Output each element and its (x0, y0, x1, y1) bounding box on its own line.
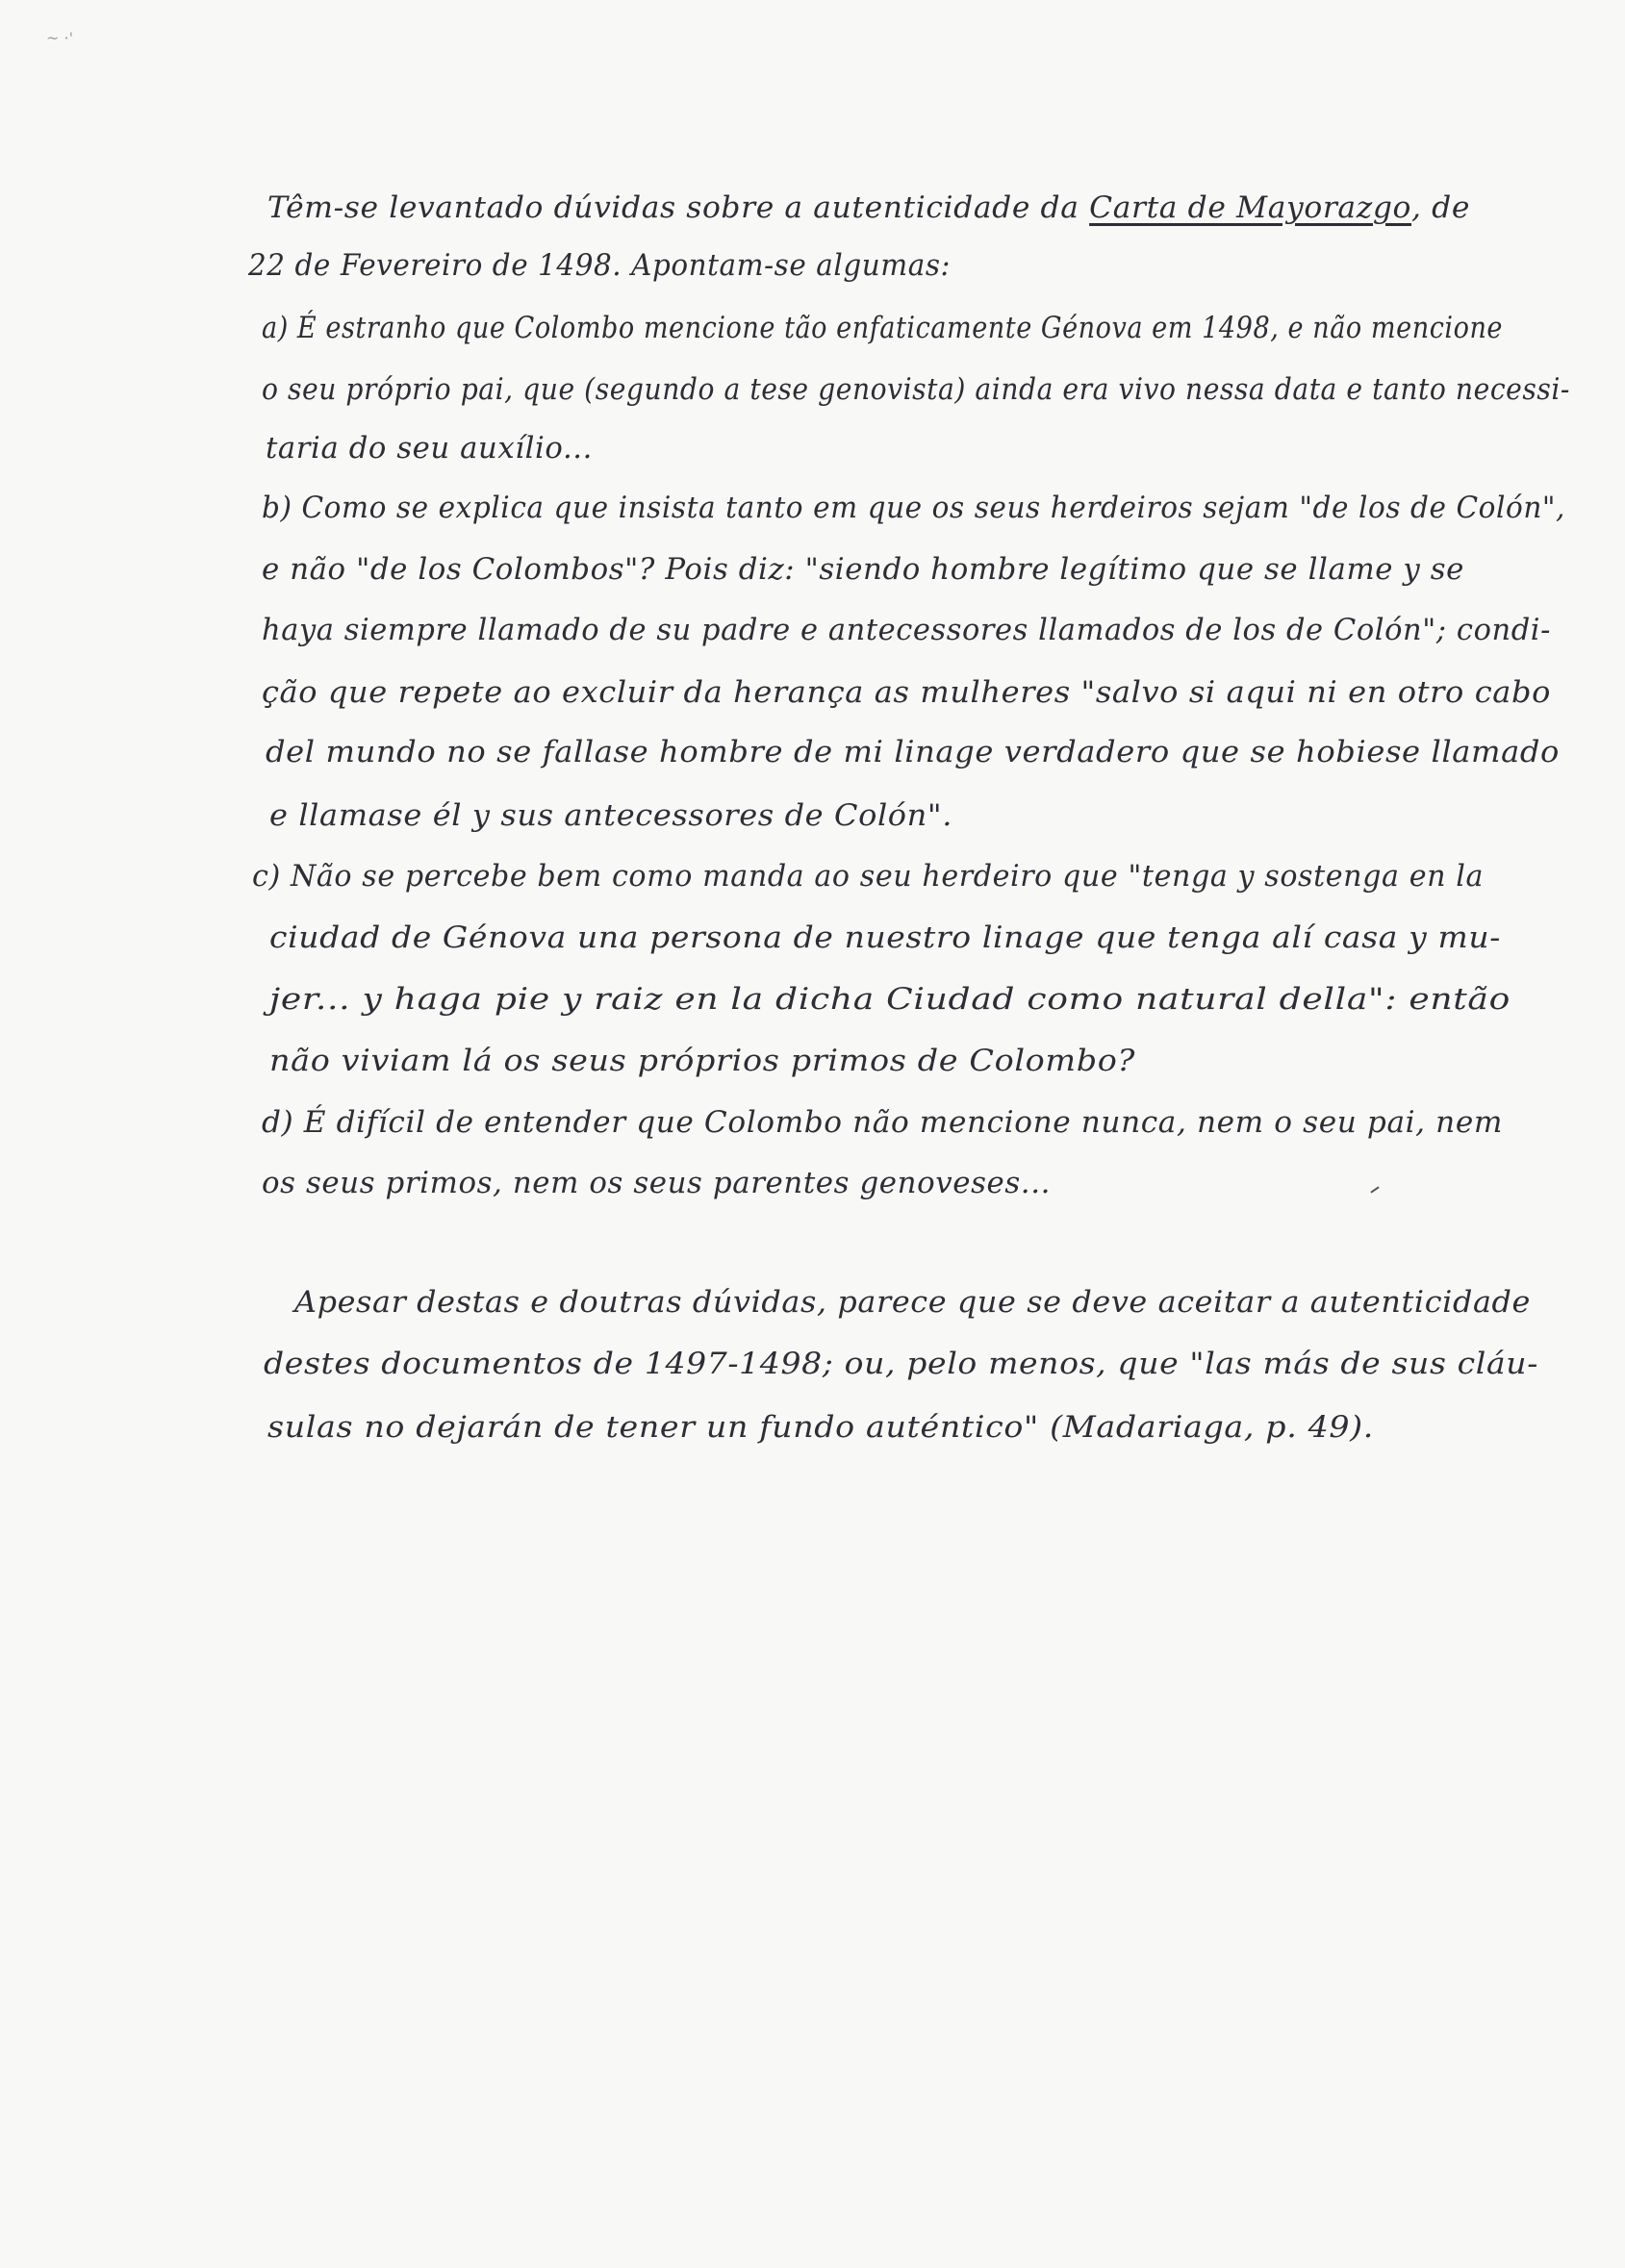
underlined-title: Carta de Mayorazgo (1089, 190, 1412, 225)
text-line (264, 1347, 1538, 1381)
text-segment: Têm-se levantado dúvidas sobre a autenticidade da (267, 190, 1090, 225)
text-segment: a) É estranho que Colombo mencione tão enfaticamente Génova em 1498, e não mencione (262, 311, 1503, 345)
text-segment: o seu próprio pai, que (segundo a tese genovista) ainda era vivo nessa data e tanto necessi- (262, 372, 1570, 407)
text-line (262, 1105, 1503, 1140)
text-line (269, 1044, 1135, 1078)
text-segment: del mundo no se fallase hombre de mi linage verdadero que se hobiese llamado (266, 735, 1561, 769)
corner-mark: ~ ·' (46, 29, 73, 47)
text-segment: d) É difícil de entender que Colombo não mencione nunca, nem o seu pai, nem (262, 1105, 1504, 1140)
text-segment: sulas no dejarán de tener un fundo auténtico" (Madariaga, p. 49). (267, 1410, 1374, 1445)
text-line (269, 982, 1511, 1017)
text-line (269, 920, 1501, 955)
text-line (267, 190, 1470, 225)
text-line (266, 735, 1560, 769)
text-segment: ciudad de Génova una persona de nuestro linage que tenga alí casa y mu- (269, 920, 1501, 955)
text-line (262, 491, 1565, 525)
text-line (267, 1410, 1374, 1445)
text-line (262, 372, 1570, 407)
text-line (269, 798, 952, 833)
text-segment: c) Não se percebe bem como manda ao seu herdeiro que "tenga y sostenga en la (252, 859, 1484, 894)
text-segment: 22 de Fevereiro de 1498. Apontam-se algumas: (248, 248, 951, 283)
text-line (262, 552, 1464, 587)
text-segment: haya siempre llamado de su padre e antecessores llamados de los de Colón"; condi- (262, 613, 1551, 647)
stray-pen-mark (1370, 1186, 1379, 1193)
text-line (252, 859, 1484, 894)
text-segment: destes documentos de 1497-1498; ou, pelo menos, que "las más de sus cláu- (264, 1347, 1538, 1381)
text-segment: , de (1411, 190, 1470, 225)
text-segment: e llamase él y sus antecessores de Colón". (269, 798, 952, 833)
text-segment: ção que repete ao excluir da herança as mulheres "salvo si aqui ni en otro cabo (262, 675, 1551, 710)
text-line (262, 613, 1551, 647)
text-segment: os seus primos, nem os seus parentes genoveses... (262, 1166, 1051, 1200)
text-line (266, 431, 593, 466)
text-segment: Apesar destas e doutras dúvidas, parece que se deve aceitar a autenticidade (294, 1285, 1531, 1320)
text-segment: jer... y haga pie y raiz en la dicha Ciudad como natural della": então (269, 982, 1511, 1017)
text-line (262, 675, 1551, 710)
text-segment: taria do seu auxílio... (266, 431, 593, 466)
text-line (262, 311, 1503, 345)
text-segment: não viviam lá os seus próprios primos de Colombo? (269, 1044, 1135, 1078)
text-segment: e não "de los Colombos"? Pois diz: "siendo hombre legítimo que se llame y se (262, 552, 1464, 587)
text-segment: b) Como se explica que insista tanto em que os seus herdeiros sejam "de los de Colón", (262, 491, 1565, 525)
text-line (262, 1166, 1051, 1200)
text-line (248, 248, 951, 283)
text-line (294, 1285, 1531, 1320)
